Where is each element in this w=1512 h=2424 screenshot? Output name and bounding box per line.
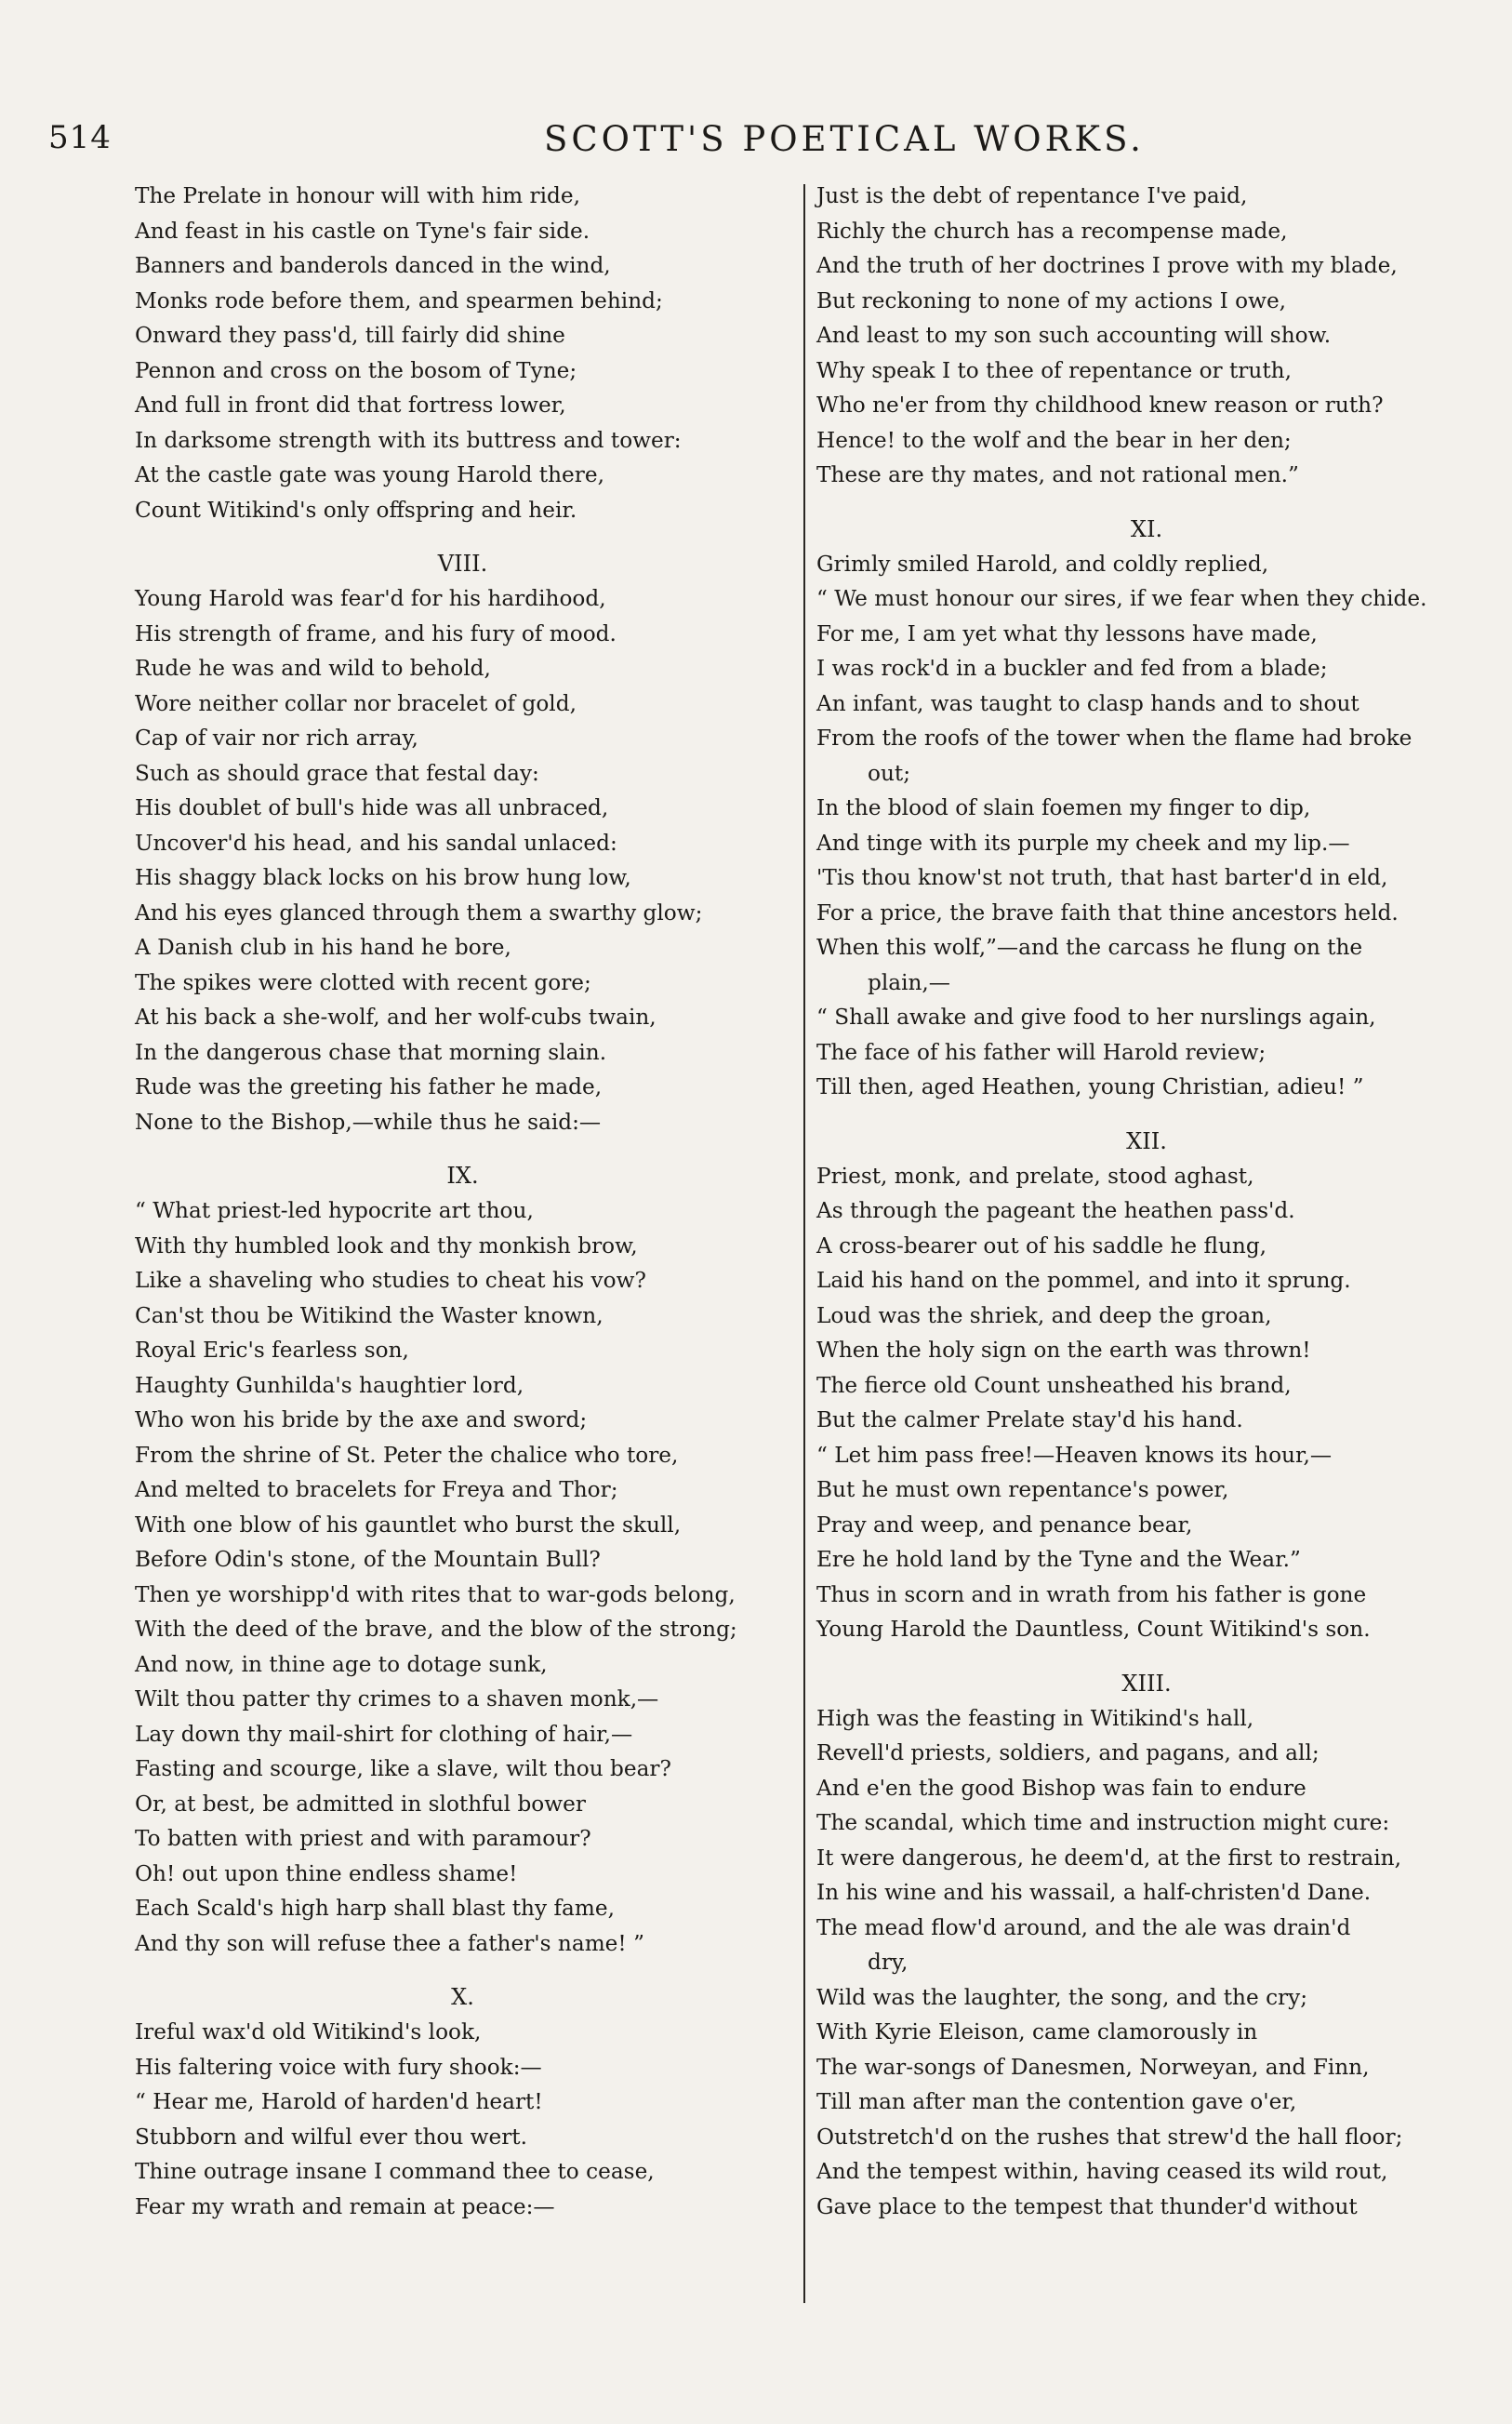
verse-line: “ Let him pass free!—Heaven knows its hour,— <box>816 1442 1333 1468</box>
verse-line: For me, I am yet what thy lessons have made, <box>816 620 1318 646</box>
verse-line: Just is the debt of repentance I've paid, <box>816 183 1248 208</box>
verse-line: Rude was the greeting his father he made, <box>135 1074 603 1099</box>
page-number: 514 <box>48 119 112 156</box>
verse-line: Till then, aged Heathen, young Christian, adieu! ” <box>816 1074 1364 1099</box>
verse-line: In his wine and his wassail, a half-christen'd Dane. <box>816 1880 1372 1905</box>
verse-line: Fasting and scourge, like a slave, wilt thou bear? <box>135 1756 671 1781</box>
verse-line: Priest, monk, and prelate, stood aghast, <box>816 1163 1254 1189</box>
verse-line: And e'en the good Bishop was fain to endure <box>816 1775 1306 1801</box>
verse-line: “ Shall awake and give food to her nurslings again, <box>816 1005 1376 1030</box>
verse-line: Count Witikind's only offspring and heir. <box>135 497 577 523</box>
verse-line: Who ne'er from thy childhood knew reason or ruth? <box>816 393 1384 418</box>
verse-line: As through the pageant the heathen pass'd. <box>816 1198 1295 1223</box>
verse-line: At his back a she-wolf, and her wolf-cubs twain, <box>135 1005 657 1030</box>
verse-line: Onward they pass'd, till fairly did shine <box>135 323 565 348</box>
verse-line: Loud was the shriek, and deep the groan, <box>816 1302 1272 1328</box>
verse-line: Pray and weep, and penance bear, <box>816 1512 1193 1538</box>
verse-line: His doublet of bull's hide was all unbraced, <box>135 795 609 820</box>
verse-line: Each Scald's high harp shall blast thy fame, <box>135 1896 615 1921</box>
verse-line: Then ye worshipp'd with rites that to war-gods belong, <box>135 1581 736 1607</box>
verse-line: And the tempest within, having ceased its wild rout, <box>816 2159 1388 2184</box>
verse-line: With Kyrie Eleison, came clamorously in <box>816 2019 1258 2044</box>
verse-line: Wilt thou patter thy crimes to a shaven monk,— <box>135 1686 659 1711</box>
verse-line: And full in front did that fortress lower, <box>135 393 566 418</box>
verse-line: Grimly smiled Harold, and coldly replied, <box>816 551 1269 577</box>
verse-line: The mead flow'd around, and the ale was drain'd <box>816 1914 1351 1940</box>
verse-line: These are thy mates, and not rational men.” <box>816 462 1299 487</box>
verse-line: The face of his father will Harold review; <box>816 1039 1267 1065</box>
verse-line: Or, at best, be admitted in slothful bower <box>135 1791 586 1817</box>
verse-line: Can'st thou be Witikind the Waster known, <box>135 1302 603 1328</box>
verse-line-continuation: out; <box>868 760 911 786</box>
running-title: SCOTT'S POETICAL WORKS. <box>544 119 1145 159</box>
verse-line: Revell'd priests, soldiers, and pagans, and all; <box>816 1740 1320 1765</box>
verse-line: His shaggy black locks on his brow hung low, <box>135 865 631 890</box>
verse-line: Like a shaveling who studies to cheat his vow? <box>135 1268 646 1293</box>
verse-line: But reckoning to none of my actions I owe, <box>816 287 1287 313</box>
verse-line: Banners and banderols danced in the wind, <box>135 253 611 278</box>
verse-line: “ We must honour our sires, if we fear when they chide. <box>816 586 1427 611</box>
verse-line: Rude he was and wild to behold, <box>135 656 491 681</box>
verse-line: In darksome strength with its buttress and tower: <box>135 427 682 453</box>
verse-line: I was rock'd in a buckler and fed from a blade; <box>816 656 1328 681</box>
verse-line: Such as should grace that festal day: <box>135 760 539 786</box>
verse-line: And his eyes glanced through them a swarthy glow; <box>135 899 703 926</box>
verse-line: Who won his bride by the axe and sword; <box>135 1407 588 1432</box>
verse-line: 'Tis thou know'st not truth, that hast barter'd in eld, <box>816 865 1388 890</box>
verse-line: Young Harold was fear'd for his hardihood, <box>135 586 606 611</box>
stanza-numeral: IX. <box>446 1163 479 1189</box>
verse-line: And melted to bracelets for Freya and Thor; <box>135 1477 618 1502</box>
verse-line: In the dangerous chase that morning slain. <box>135 1039 607 1065</box>
column-divider <box>803 184 805 2303</box>
verse-line-continuation: dry, <box>868 1950 909 1975</box>
verse-line: A Danish club in his hand he bore, <box>135 935 511 960</box>
verse-line: Till man after man the contention gave o'er, <box>816 2089 1297 2114</box>
verse-line: The fierce old Count unsheathed his brand, <box>816 1372 1292 1398</box>
verse-line: Stubborn and wilful ever thou wert. <box>135 2124 527 2150</box>
verse-line: In the blood of slain foemen my finger to dip, <box>816 795 1311 820</box>
verse-line: Outstretch'd on the rushes that strew'd the hall floor; <box>816 2124 1403 2150</box>
verse-line: Lay down thy mail-shirt for clothing of hair,— <box>135 1721 633 1747</box>
verse-line: The Prelate in honour will with him ride, <box>135 183 580 208</box>
verse-line: The spikes were clotted with recent gore; <box>135 969 591 995</box>
verse-line: Uncover'd his head, and his sandal unlaced: <box>135 830 617 856</box>
stanza-numeral: XIII. <box>1121 1670 1172 1697</box>
verse-line: And least to my son such accounting will show. <box>816 323 1332 348</box>
verse-line: Fear my wrath and remain at peace:— <box>135 2193 555 2219</box>
verse-line: Ireful wax'd old Witikind's look, <box>135 2019 482 2044</box>
stanza-numeral: XI. <box>1130 515 1163 542</box>
verse-line: With the deed of the brave, and the blow of the strong; <box>135 1617 737 1642</box>
verse-line: And the truth of her doctrines I prove with my blade, <box>816 253 1398 278</box>
verse-line: And now, in thine age to dotage sunk, <box>135 1651 548 1677</box>
verse-line: Royal Eric's fearless son, <box>135 1338 409 1363</box>
stanza-numeral: X. <box>451 1984 474 2010</box>
page-header <box>0 119 1512 166</box>
verse-line: When this wolf,”—and the carcass he flung on the <box>816 935 1363 960</box>
verse-line: For a price, the brave faith that thine ancestors held. <box>816 899 1399 926</box>
verse-line: But the calmer Prelate stay'd his hand. <box>816 1407 1243 1432</box>
verse-line: Young Harold the Dauntless, Count Witikind's son. <box>816 1617 1371 1642</box>
verse-line: Pennon and cross on the bosom of Tyne; <box>135 357 577 383</box>
verse-line: From the roofs of the tower when the flame had broke <box>816 726 1413 751</box>
verse-line: Cap of vair nor rich array, <box>135 726 418 751</box>
verse-line: At the castle gate was young Harold there, <box>135 462 604 487</box>
verse-line: And feast in his castle on Tyne's fair side. <box>135 218 590 244</box>
verse-line: And thy son will refuse thee a father's name! ” <box>135 1930 644 1956</box>
verse-line: “ What priest-led hypocrite art thou, <box>135 1198 534 1223</box>
verse-line: Gave place to the tempest that thunder'd without <box>816 2193 1358 2219</box>
verse-line: High was the feasting in Witikind's hall, <box>816 1705 1254 1731</box>
verse-line: His faltering voice with fury shook:— <box>135 2054 542 2080</box>
verse-line: It were dangerous, he deem'd, at the first to restrain, <box>816 1845 1401 1871</box>
verse-line: Wore neither collar nor bracelet of gold, <box>135 690 577 716</box>
stanza-numeral: XII. <box>1126 1127 1167 1154</box>
verse-line: And tinge with its purple my cheek and my lip.— <box>816 830 1350 856</box>
verse-line: The war-songs of Danesmen, Norweyan, and Finn, <box>816 2054 1370 2080</box>
verse-line: With one blow of his gauntlet who burst the skull, <box>135 1512 682 1538</box>
left-column <box>135 179 790 2224</box>
verse-line: A cross-bearer out of his saddle he flung, <box>816 1232 1267 1259</box>
verse-line: But he must own repentance's power, <box>816 1477 1229 1502</box>
verse-line: “ Hear me, Harold of harden'd heart! <box>135 2089 543 2114</box>
verse-line-continuation: plain,— <box>868 969 950 995</box>
verse-line: Ere he hold land by the Tyne and the Wear.” <box>816 1547 1301 1572</box>
right-column <box>812 179 1477 2224</box>
verse-line: Thus in scorn and in wrath from his father is gone <box>816 1581 1367 1607</box>
verse-line: Wild was the laughter, the song, and the cry; <box>816 1984 1308 2010</box>
verse-line: His strength of frame, and his fury of mood. <box>135 620 617 646</box>
verse-line: To batten with priest and with paramour? <box>135 1826 591 1851</box>
verse-line: Before Odin's stone, of the Mountain Bull? <box>135 1547 601 1572</box>
verse-line: The scandal, which time and instruction might cure: <box>816 1810 1390 1835</box>
verse-line: With thy humbled look and thy monkish brow, <box>135 1232 638 1259</box>
verse-line: Hence! to the wolf and the bear in her den; <box>816 427 1292 453</box>
verse-line: Richly the church has a recompense made, <box>816 218 1288 244</box>
verse-line: Thine outrage insane I command thee to cease, <box>135 2159 655 2184</box>
verse-line: From the shrine of St. Peter the chalice who tore, <box>135 1442 679 1468</box>
verse-line: Why speak I to thee of repentance or truth, <box>816 357 1292 383</box>
verse-line: None to the Bishop,—while thus he said:— <box>135 1109 602 1135</box>
verse-line: Oh! out upon thine endless shame! <box>135 1860 518 1886</box>
verse-line: Haughty Gunhilda's haughtier lord, <box>135 1372 524 1398</box>
verse-line: Laid his hand on the pommel, and into it sprung. <box>816 1268 1351 1293</box>
stanza-numeral: VIII. <box>437 551 488 577</box>
verse-line: Monks rode before them, and spearmen behind; <box>135 287 663 313</box>
verse-line: An infant, was taught to clasp hands and to shout <box>816 690 1359 716</box>
verse-line: When the holy sign on the earth was thrown! <box>816 1338 1311 1363</box>
